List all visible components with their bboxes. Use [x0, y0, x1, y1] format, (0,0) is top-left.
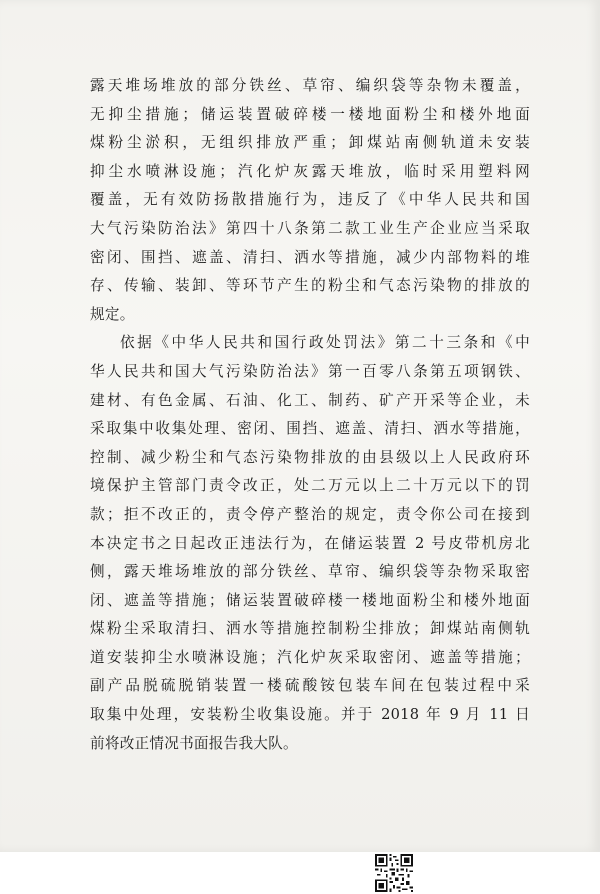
paragraph-2-line: 本决定书之日起改正违法行为，在储运装置 2 号皮带机房北	[90, 534, 530, 552]
paragraph-1-line: 无抑尘措施；储运装置破碎楼一楼地面粉尘和楼外地面	[90, 105, 530, 123]
qr-code-icon	[375, 854, 413, 892]
paragraph-2-line: 华人民共和国大气污染防治法》第一百零八条第五项钢铁、	[90, 362, 530, 380]
paragraph-2-line: 副产品脱硫脱销装置一楼硫酸铵包装车间在包装过程中采	[90, 677, 530, 695]
footer-strip	[0, 852, 600, 894]
paragraph-2-line: 侧，露天堆场堆放的部分铁丝、草帘、编织袋等杂物采取密	[90, 563, 530, 581]
paragraph-1-line: 煤粉尘淤积，无组织排放严重；卸煤站南侧轨道未安装	[90, 134, 530, 152]
paragraph-1-line: 抑尘水喷淋设施；汽化炉灰露天堆放，临时采用塑料网	[90, 162, 530, 180]
paragraph-2-line: 道安装抑尘水喷淋设施；汽化炉灰采取密闭、遮盖等措施；	[90, 648, 530, 666]
paragraph-2-line: 采取集中收集处理、密闭、围挡、遮盖、清扫、洒水等措施，	[90, 420, 530, 438]
paragraph-2-line: 建材、有色金属、石油、化工、制药、矿产开采等企业，未	[90, 391, 530, 409]
paragraph-1-line: 存、传输、装卸、等环节产生的粉尘和气态污染物的排放的	[90, 277, 530, 295]
paragraph-2-line: 境保护主管部门责令改正，处二万元以上二十万元以下的罚	[90, 477, 530, 495]
paragraph-2-line: 闭、遮盖等措施；储运装置破碎楼一楼地面粉尘和楼外地面	[90, 591, 530, 609]
paragraph-2-line: 前将改正情况书面报告我大队。	[90, 734, 298, 752]
paragraph-2-line: 款；拒不改正的，责令停产整治的规定，责令你公司在接到	[90, 505, 530, 523]
paragraph-1-line: 露天堆场堆放的部分铁丝、草帘、编织袋等杂物未覆盖，	[90, 77, 530, 94]
paragraph-1-line: 覆盖，无有效防扬散措施行为，违反了《中华人民共和国	[90, 191, 530, 209]
paragraph-2-line: 取集中处理，安装粉尘收集设施。并于 2018 年 9 月 11 日	[90, 706, 530, 724]
paragraph-2-line: 依据《中华人民共和国行政处罚法》第二十三条和《中	[120, 334, 530, 352]
paragraph-1-line: 大气污染防治法》第四十八条第二款工业生产企业应当采取	[90, 219, 530, 237]
document-body	[90, 72, 530, 758]
paragraph-2-line: 控制、减少粉尘和气态污染物排放的由县级以上人民政府环	[90, 448, 530, 466]
paragraph-2-line: 煤粉尘采取清扫、洒水等措施控制粉尘排放；卸煤站南侧轨	[90, 620, 530, 638]
paragraph-1-line: 密闭、围挡、遮盖、清扫、洒水等措施，减少内部物料的堆	[90, 248, 530, 266]
paragraph-1-line: 规定。	[90, 305, 135, 323]
